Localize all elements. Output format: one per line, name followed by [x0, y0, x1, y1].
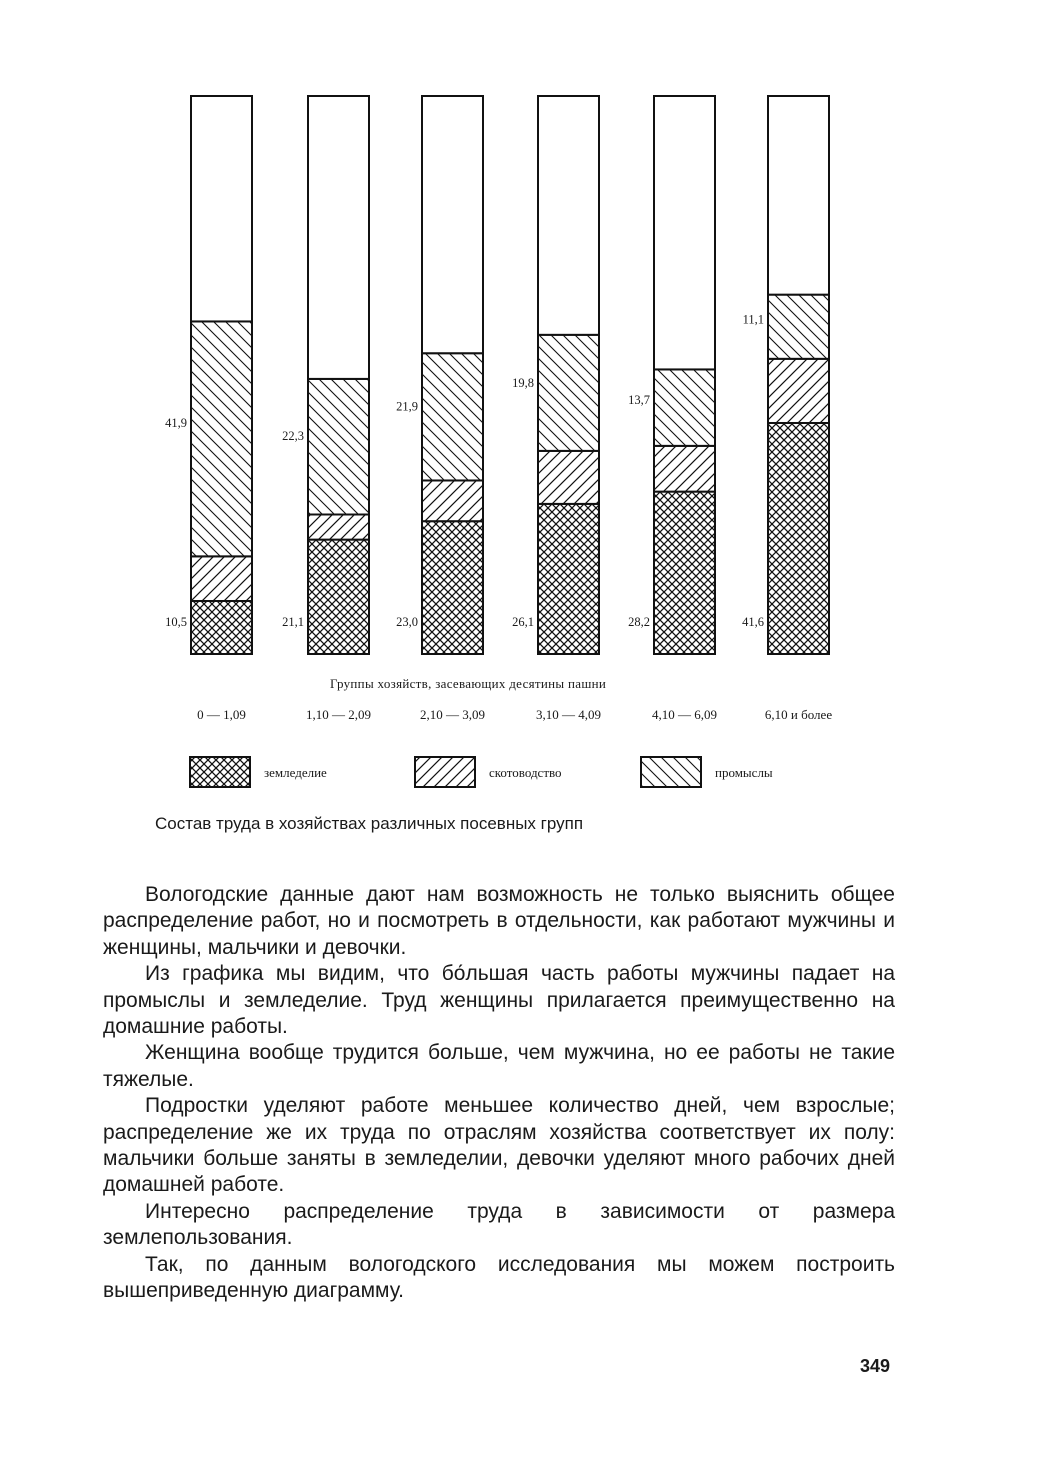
bar-segment-земледелие: [654, 492, 715, 654]
segment-value-label: 11,1: [742, 312, 764, 327]
paragraph: Из графика мы видим, что бо́льшая часть работы мужчины падает на промыслы и земледелие. Труд женщины прилагается преимущественно на домашние работы.: [103, 962, 895, 1039]
category-tick-labels: [197, 707, 832, 722]
body-text: [103, 882, 895, 1305]
legend-swatch-скотоводство: [415, 757, 475, 787]
paragraph: Женщина вообще трудится больше, чем мужчина, но ее работы не такие тяжелые.: [103, 1041, 895, 1091]
segment-value-label: 26,1: [512, 615, 534, 629]
segment-value-label: 10,5: [165, 615, 187, 629]
bar-segment-земледелие: [191, 601, 252, 654]
segment-value-label: 41,6: [742, 615, 764, 629]
segment-value-label: 21,1: [282, 615, 304, 629]
legend-swatch-промыслы: [641, 757, 701, 787]
paragraph: Подростки уделяют работе меньшее количество дней, чем взрослые; распределение же их труда по отраслям хозяйства соответствует их полу: мальчики больше заняты в земледелии, девочки уделяют много рабочих дней домашней работе.: [103, 1094, 895, 1197]
bar-segment-промыслы: [654, 369, 715, 445]
legend-swatch-земледелие: [190, 757, 250, 787]
category-tick-label: 6,10 и более: [764, 707, 833, 722]
segment-value-label: 13,7: [628, 392, 650, 407]
bar-segment-скотоводство: [191, 556, 252, 601]
figure-caption: Состав труда в хозяйствах различных посевных групп: [155, 814, 584, 833]
bar-segment-земледелие: [538, 504, 599, 654]
legend-label: скотоводство: [489, 765, 562, 780]
bar-segment-скотоводство: [538, 451, 599, 504]
segment-value-label: 23,0: [396, 615, 418, 629]
segment-value-label: 21,9: [396, 399, 418, 414]
bar-segment-скотоводство: [422, 480, 483, 521]
bar-segment-remainder: [538, 96, 599, 335]
bar-segment-remainder: [191, 96, 252, 321]
legend-label: промыслы: [715, 765, 773, 780]
segment-value-label: 22,3: [282, 428, 304, 443]
category-tick-label: 0 — 1,09: [197, 707, 246, 722]
bar-segment-промыслы: [191, 321, 252, 556]
bar-segment-промыслы: [308, 379, 369, 515]
bar-segment-земледелие: [422, 521, 483, 654]
bar-segment-промыслы: [538, 335, 599, 451]
paragraph: Вологодские данные дают нам возможность не только выяснить общее распределение работ, но и посмотреть в отдельности, как работают мужчины и женщины, мальчики и девочки.: [103, 883, 895, 959]
paragraph: Так, по данным вологодского исследования мы можем построить вышеприведенную диаграмму.: [103, 1252, 895, 1303]
bar-segment-remainder: [654, 96, 715, 369]
bar-segment-скотоводство: [308, 515, 369, 540]
bar-segment-земледелие: [308, 540, 369, 654]
bar-segment-промыслы: [422, 353, 483, 480]
category-tick-label: 3,10 — 4,09: [536, 707, 601, 722]
bar-segment-скотоводство: [768, 359, 829, 423]
category-tick-label: 2,10 — 3,09: [420, 707, 485, 722]
legend: [190, 757, 773, 787]
segment-value-label: 28,2: [628, 615, 650, 629]
bar-segment-скотоводство: [654, 446, 715, 492]
page-number: 349: [860, 1356, 891, 1376]
x-axis-title: Группы хозяйств, засевающих десятины пашни: [330, 676, 607, 691]
legend-label: земледелие: [264, 765, 327, 780]
segment-value-label: 19,8: [512, 376, 534, 391]
paragraph: Интересно распределение труда в зависимости от размера землепользования.: [103, 1199, 895, 1250]
bars-layer: [191, 96, 829, 654]
category-tick-label: 4,10 — 6,09: [652, 707, 717, 722]
bar-segment-remainder: [768, 96, 829, 295]
segment-value-label: 41,9: [165, 416, 187, 431]
bar-segment-промыслы: [768, 295, 829, 359]
bar-segment-земледелие: [768, 423, 829, 654]
bar-segment-remainder: [422, 96, 483, 353]
bar-segment-remainder: [308, 96, 369, 379]
category-tick-label: 1,10 — 2,09: [306, 707, 371, 722]
